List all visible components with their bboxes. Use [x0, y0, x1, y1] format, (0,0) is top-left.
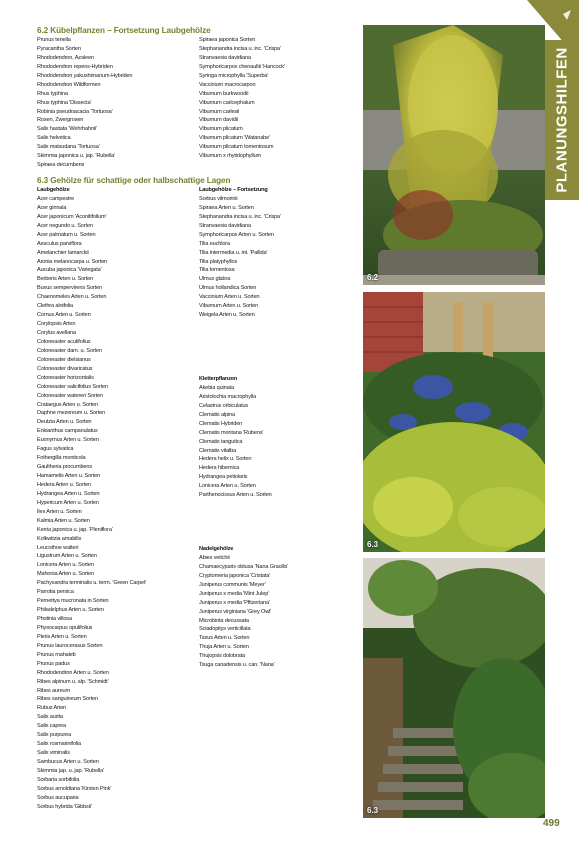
plant-entry: Salix matsudana 'Tortuosa'	[37, 144, 100, 151]
plant-entry: Viburnum plicatum tomentosum	[199, 144, 274, 151]
plant-entry: Abies veitchii	[199, 554, 230, 561]
shade-bed-image	[363, 292, 545, 552]
plant-entry: Leucothoe walteri	[37, 544, 79, 551]
laubgehoelze-list	[37, 195, 146, 812]
plant-entry: Juniperus virginiana 'Grey Owl'	[199, 608, 272, 615]
plant-entry: Vaccinium macrocarpon	[199, 81, 256, 88]
plant-entry: Celastrus orbiculatus	[199, 402, 249, 409]
plant-entry: Skimmia japonica u. jap. 'Rubella'	[37, 153, 116, 160]
plant-entry: Fothergilla monticola	[37, 455, 86, 462]
plant-entry: Clematis montana 'Rubens'	[199, 429, 264, 436]
plant-entry: Clematis tangutica	[199, 438, 243, 445]
plant-entry: Sorbus vilmorinii	[199, 195, 238, 202]
plant-entry: Ribes alpinum u. alp. 'Schmidt'	[37, 678, 109, 685]
plant-entry: Cryptomeria japonica 'Cristata'	[199, 572, 271, 579]
photo-garden-steps	[363, 558, 545, 818]
side-tab-label: PLANUNGSHILFEN	[553, 47, 571, 193]
plant-entry: Cotoneaster salicifolius Sorten	[37, 383, 108, 390]
plant-entry: Rhododendron yakushimanum-Hybriden	[37, 72, 133, 79]
plant-entry: Pernettya mucronata in Sorten	[37, 598, 109, 605]
plant-entry: Cotoneaster watereri Sorten	[37, 392, 103, 399]
section-62-col2	[199, 36, 285, 161]
plant-entry: Pyracantha Sorten	[37, 45, 81, 52]
plant-entry: Amelanchier lamarckii	[37, 249, 89, 256]
plant-entry: Viburnum carlcephalum	[199, 99, 255, 106]
section-62-col1	[37, 36, 132, 170]
plant-entry: Thujopsis dolobrata	[199, 653, 245, 660]
plant-entry: Rhododendron Arten u. Sorten	[37, 669, 109, 676]
section-63-col2	[199, 186, 281, 320]
plant-entry: Salix viminalis	[37, 750, 70, 757]
plant-entry: Mahonia Arten u. Sorten	[37, 571, 94, 578]
plant-entry: Ilex Arten u. Sorten	[37, 508, 82, 515]
plant-entry: Viburnum davidii	[199, 117, 238, 124]
plant-entry: Sorbaria sorbifolia	[37, 776, 80, 783]
plant-entry: Tilia intermedia u. int. 'Pallida'	[199, 249, 268, 256]
plant-entry: Aesculus parviflora	[37, 240, 82, 247]
plant-entry: Philadelphus Arten u. Sorten	[37, 607, 104, 614]
plant-entry: Cotoneaster horizontalis	[37, 374, 94, 381]
laubgehoelze-title: Laubgehölze	[37, 187, 70, 193]
nadelgehoelze-list	[199, 554, 288, 670]
plant-entry: Rhus typhina 'Dissecta'	[37, 99, 92, 106]
kletterpflanzen-list	[199, 384, 272, 500]
plant-entry: Prunus mahaleb	[37, 651, 76, 658]
plant-entry: Acer japonicum 'Aconitifolium'	[37, 213, 107, 220]
plant-entry: Kalmia Arten u. Sorten	[37, 517, 90, 524]
plant-entry: Stephanandra incisa u. inc. 'Crispa'	[199, 45, 281, 52]
plant-entry: Ligustrum Arten u. Sorten	[37, 553, 97, 560]
plant-entry: Hypericum Arten u. Sorten	[37, 499, 99, 506]
photo-shade-bed	[363, 292, 545, 552]
plant-entry: Hydrangea petiolaris	[199, 474, 248, 481]
plant-entry: Vaccinium Arten u. Sorten	[199, 294, 260, 301]
plant-entry: Viburnum burkwoodii	[199, 90, 249, 97]
plant-entry: Acer ginnala	[37, 204, 67, 211]
plant-entry: Sorbus arnoldiana 'Kirsten Pink'	[37, 785, 112, 792]
plant-entry: Viburnum carlesii	[199, 108, 240, 115]
plant-entry: Viburnum plicatum	[199, 126, 243, 133]
plant-entry: Juniperus communis 'Meyer'	[199, 581, 266, 588]
plant-entry: Parrotia persica	[37, 589, 74, 596]
plant-entry: Salix hastata 'Wehrhahnii'	[37, 126, 98, 133]
plant-entry: Enkianthus campanulatus	[37, 428, 98, 435]
plant-entry: Taxus Arten u. Sorten	[199, 635, 250, 642]
garden-steps-image	[363, 558, 545, 818]
side-tab	[545, 40, 579, 200]
plant-entry: Rhus typhina	[37, 90, 68, 97]
plant-entry: Prunus padus	[37, 660, 70, 667]
plant-entry: Salix caprea	[37, 723, 66, 730]
plant-entry: Hamamelis Arten u. Sorten	[37, 473, 101, 479]
plant-entry: Thuja Arten u. Sorten	[199, 644, 249, 651]
plant-entry: Viburnum x rhytidophyllum	[199, 153, 262, 160]
plant-entry: Spiraea decumbens	[37, 162, 85, 169]
photo-label: 6.3	[367, 806, 379, 815]
plant-entry: Corylopsis Arten	[37, 321, 76, 328]
plant-entry: Sorbus aucuparia	[37, 794, 79, 801]
plant-entry: Rhododendron Wildformen	[37, 81, 101, 88]
plant-entry: Aucuba japonica 'Variegata'	[37, 267, 102, 274]
plant-entry: Pachysandra terminalis u. term. 'Green Carpet'	[37, 580, 147, 587]
plant-entry: Viburnum Arten u. Sorten	[199, 303, 259, 310]
plant-entry: Salix aurita	[37, 714, 63, 721]
plant-entry: Clethra alnifolia	[37, 303, 74, 310]
section-63-heading: 6.3 Gehölze für schattige oder halbschattige Lagen	[37, 176, 231, 185]
plant-entry: Akebia quinata	[199, 384, 234, 391]
plant-entry: Salix rosmarinifolia	[37, 741, 81, 748]
plant-entry: Aristolochia macrophylla	[199, 393, 257, 400]
plant-entry: Acer palmatum u. Sorten	[37, 231, 96, 238]
plant-entry: Weigela Arten u. Sorten	[199, 312, 255, 319]
plant-entry: Deutzia Arten u. Sorten	[37, 419, 92, 426]
plant-entry: Spiraea Arten u. Sorten	[199, 204, 254, 211]
kletterpflanzen-block	[199, 375, 272, 500]
plant-entry: Buxus sempervirens Sorten	[37, 285, 102, 292]
plant-entry: Cornus Arten u. Sorten	[37, 312, 91, 319]
plant-entry: Sciadopitys verticillata	[199, 626, 251, 633]
plant-entry: Prunus laurocerasus Sorten	[37, 642, 103, 649]
nadelgehoelze-title: Nadelgehölze	[199, 546, 234, 552]
plant-entry: Skimmia jap. u. jap. 'Rubella'	[37, 767, 104, 774]
plant-entry: Cotoneaster acutifolius	[37, 338, 91, 345]
page-number: 499	[543, 818, 560, 829]
plant-entry: Hydrangea Arten u. Sorten	[37, 490, 100, 497]
plant-entry: Rubus Arten	[37, 705, 67, 712]
plant-entry: Rosen, Zwergrosen	[37, 117, 84, 124]
laubgehoelze-cont-list	[199, 195, 281, 320]
plant-entry: Fagus sylvatica	[37, 446, 74, 453]
photo-conifer-planter	[363, 25, 545, 285]
conifer-planter-image	[363, 25, 545, 285]
plant-entry: Rhododendron, Azaleen	[37, 54, 94, 61]
plant-entry: Physocarpus opulifolius	[37, 624, 93, 631]
plant-entry: Cotoneaster dielsianus	[37, 356, 91, 363]
plant-entry: Tilia platyphyllos	[199, 258, 238, 265]
plant-entry: Gaultheria procumbens	[37, 464, 92, 471]
plant-entry: Tilia tomentosa	[199, 267, 235, 274]
plant-entry: Ulmus glabra	[199, 276, 231, 283]
plant-entry: Euonymus Arten u. Sorten	[37, 437, 99, 444]
plant-entry: Tsuga canadensis u. can. 'Nana'	[199, 662, 275, 669]
plant-entry: Acer campestre	[37, 195, 75, 202]
plant-entry: Clematis Hybriden	[199, 420, 243, 427]
plant-entry: Symphoricarpos chenaultii 'Hancock'	[199, 63, 285, 70]
plant-entry: Lonicera Arten u. Sorten	[37, 562, 94, 569]
plant-entry: Cotoneaster dam. u. Sorten	[37, 347, 102, 354]
plant-entry: Parthenocissus Arten u. Sorten	[199, 492, 272, 499]
photo-label: 6.3	[367, 540, 379, 549]
plant-entry: Symphoricarpos Arten u. Sorten	[199, 231, 274, 238]
plant-entry: Crataegus Arten u. Sorten	[37, 401, 98, 408]
plant-entry: Stranvaesia davidiana	[199, 222, 251, 229]
plant-entry: Lonicera Arten u. Sorten	[199, 483, 256, 490]
plant-entry: Prunus tenella	[37, 37, 71, 43]
plant-entry: Hedera hibernica	[199, 465, 240, 472]
plant-entry: Syringa microphylla 'Superba'	[199, 72, 269, 79]
plant-entry: Juniperus x media 'Pfitzeriana'	[199, 599, 270, 606]
plant-entry: Ribes aureum	[37, 687, 71, 694]
plant-entry: Chaenomeles Arten u. Sorten	[37, 294, 107, 301]
section-62-heading: 6.2 Kübelpflanzen – Fortsetzung Laubgehölze	[37, 26, 211, 35]
plant-entry: Stranvaesia davidiana	[199, 54, 251, 61]
plant-entry: Tilia euchlora	[199, 240, 230, 247]
plant-entry: Stephanandra incisa u. inc. 'Crispa'	[199, 213, 281, 220]
plant-entry: Ulmus hollandica Sorten	[199, 285, 257, 292]
plant-entry: Sambucus Arten u. Sorten	[37, 759, 99, 765]
laubgehoelze-cont-title: Laubgehölze – Fortsetzung	[199, 187, 268, 193]
plant-entry: Cotoneaster divaricatus	[37, 365, 93, 372]
plant-entry: Berberis Arten u. Sorten	[37, 276, 94, 283]
plant-entry: Juniperus x media 'Mint Julep'	[199, 590, 270, 597]
plant-entry: Ribes sanguineum Sorten	[37, 696, 98, 703]
plant-entry: Aronia melanocarpa u. Sorten	[37, 258, 108, 265]
plant-entry: Pieris Arten u. Sorten	[37, 633, 87, 640]
plant-entry: Salix purpurea	[37, 732, 71, 739]
plant-entry: Sorbus hybrida 'Gibbsii'	[37, 803, 92, 810]
plant-entry: Corylus avellana	[37, 330, 76, 336]
plant-entry: Hedera Arten u. Sorten	[37, 481, 91, 488]
plant-entry: Clematis alpina	[199, 411, 235, 418]
plant-entry: Daphne mezereum u. Sorten	[37, 410, 106, 417]
plant-entry: Hedera helix u. Sorten	[199, 456, 252, 463]
plant-entry: Rhododendron repens-Hybriden	[37, 63, 113, 70]
plant-entry: Viburnum plicatum 'Watanabe'	[199, 135, 271, 142]
plant-entry: Photinia villosa	[37, 616, 72, 622]
plant-entry: Kolkwitzia amabilis	[37, 535, 82, 542]
plant-entry: Spiraea japonica Sorten	[199, 37, 256, 43]
section-63-col1	[37, 186, 146, 812]
plant-entry: Clematis vitalba	[199, 447, 237, 454]
plant-entry: Salix helvetica	[37, 135, 71, 142]
photo-label: 6.2	[367, 273, 379, 282]
plant-entry: Robinia pseudoacacia 'Tortuosa'	[37, 108, 113, 115]
plant-entry: Chamaecyparis obtusa 'Nana Gracilis'	[199, 563, 289, 570]
plant-entry: Kerria japonica u. jap. 'Pleniflora'	[37, 526, 113, 533]
plant-entry: Acer negundo u. Sorten	[37, 222, 93, 229]
plant-entry: Microbiota decussata	[199, 617, 249, 624]
kletterpflanzen-title: Kletterpflanzen	[199, 376, 238, 382]
nadelgehoelze-block	[199, 545, 288, 670]
